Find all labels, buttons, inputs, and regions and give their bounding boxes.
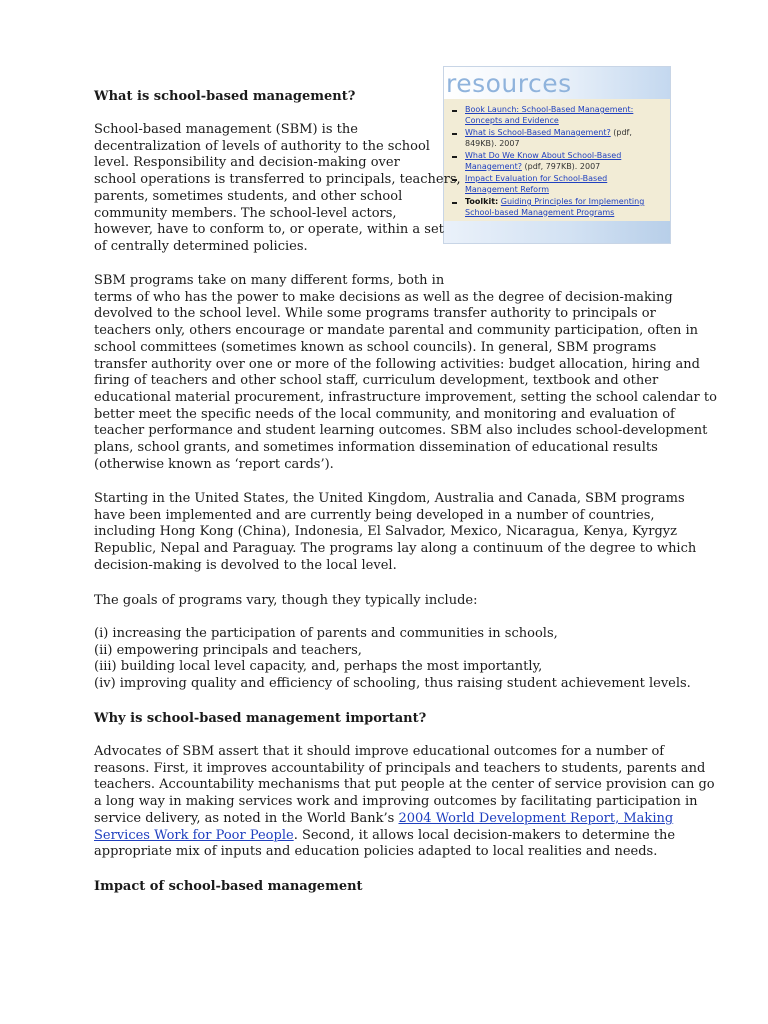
resource-link-what-do-we-know-cont[interactable]: Management? <box>465 161 522 171</box>
goals-list <box>94 626 691 693</box>
resource-link-what-do-we-know[interactable]: What Do We Know About School-Based <box>465 151 622 160</box>
paragraph-forms: SBM programs take on many different forms, both in terms of who has the power to make decisions as well as the degree of decision-making devolved to the school level. While some programs transfer authority to principals or teachers only, others encourage or mandate parental and community participation, often in school committees (sometimes known as school councils). In general, SBM programs transfer authority over one or more of the following activities: budget allocation, hiring and firing of teachers and other school staff, curriculum development, textbook and other educational material procurement, infrastructure improvement, setting the school calendar to better meet the specific needs of the local community, and monitoring and evaluation of teacher performance and student learning outcomes. SBM also includes school-development plans, school grants, and sometimes information dissemination of educational results (otherwise known as ‘report cards’). <box>94 273 717 472</box>
paragraph-goals-intro: The goals of programs vary, though they typically include: <box>94 593 478 608</box>
paragraph-countries: Starting in the United States, the United Kingdom, Australia and Canada, SBM programs have been implemented and are currently being developed in a number of countries, including Hong Kong (China), Indonesia, El Salvador, Mexico, Nicaragua, Kenya, Kyrgyz Republic, Nepal and Paraguay. The programs lay along a continuum of the degree to which decision-making is devolved to the local level. <box>94 491 697 573</box>
resource-item-what-is-sbm <box>452 128 668 149</box>
resource-link-toolkit[interactable]: Guiding Principles for Implementing <box>500 197 645 206</box>
heading-why-important: Why is school-based management important? <box>94 711 427 726</box>
resources-box <box>443 66 671 244</box>
wdr-2004-link-cont[interactable]: Services Work for Poor People <box>94 827 294 843</box>
resource-item-book-launch <box>452 105 668 126</box>
paragraph-definition: School-based management (SBM) is the decentralization of levels of authority to the school level. Responsibility and decision-making over school operations is transferred to principals, teachers, parents, sometimes students, and other school community members. The school-level actors, however, have to conform to, or operate, within a set of centrally determined policies. <box>94 122 461 254</box>
goal-item: (ii) empowering principals and teachers, <box>94 642 362 658</box>
dash-bullet-icon <box>452 110 457 112</box>
heading-impact: Impact of school-based management <box>94 879 363 894</box>
resources-list <box>452 105 668 220</box>
wdr-2004-link[interactable]: 2004 World Development Report, Making <box>398 810 674 826</box>
goal-item: (iv) improving quality and efficiency of schooling, thus raising student achievement levels. <box>94 676 691 692</box>
resource-meta: (pdf, 797KB). 2007 <box>521 161 601 171</box>
resource-item-what-do-we-know <box>452 151 668 172</box>
resource-meta: (pdf, <box>610 128 632 137</box>
resource-link-what-is-sbm[interactable]: What is School-Based Management? <box>465 128 611 137</box>
resources-title: resources <box>446 69 572 98</box>
resource-item-impact-evaluation <box>452 174 668 195</box>
resources-footer-band <box>444 221 670 243</box>
goal-item: (i) increasing the participation of parents and communities in schools, <box>94 626 558 641</box>
goal-item: (iii) building local level capacity, and, perhaps the most importantly, <box>94 659 543 675</box>
resource-meta: 849KB). 2007 <box>465 138 520 148</box>
resource-link-book-launch[interactable]: Book Launch: School-Based Management: Concepts and Evidence <box>465 105 634 125</box>
paragraph-advocates: Advocates of SBM assert that it should improve educational outcomes for a number of reasons. First, it improves accountability of principals and teachers to students, parents and teachers. Accountability mechanisms that put people at the center of service provision can go a long way in making services work and improving outcomes by facilitating participation in service delivery, as noted in the World Bank’s 2004 World Development Report, Making Services Work for Poor People. Second, it allows local decision-makers to determine the appropriate mix of inputs and education policies adapted to local realities and needs. <box>94 744 715 860</box>
resource-link-impact-evaluation[interactable]: Impact Evaluation for School-Based Management Reform <box>465 174 608 194</box>
heading-what-is-sbm: What is school-based management? <box>94 89 356 104</box>
resource-item-toolkit <box>452 197 668 218</box>
resource-lead-label: Toolkit: <box>465 197 499 206</box>
resource-link-toolkit-cont[interactable]: School-based Management Programs <box>465 207 615 217</box>
